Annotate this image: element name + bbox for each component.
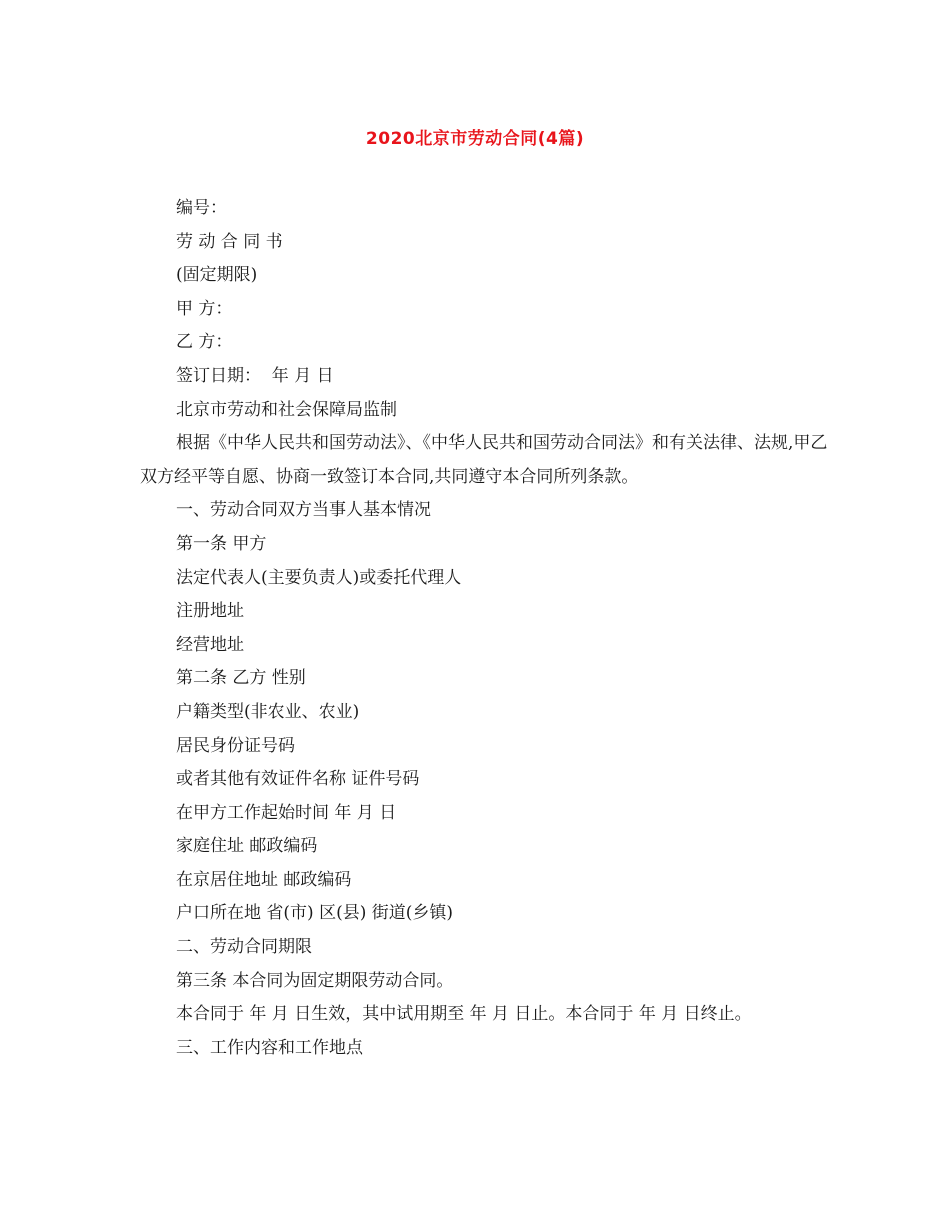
paragraph: 注册地址 <box>176 601 244 622</box>
paragraph: 居民身份证号码 <box>176 735 295 756</box>
paragraph: 乙 方： <box>176 332 233 353</box>
paragraph: 编号： <box>176 198 227 218</box>
paragraph: 本合同于 年 月 日生效，其中试用期至 年 月 日止。本合同于 年 月 日终止。 <box>176 1004 752 1025</box>
paragraph: 北京市劳动和社会保障局监制 <box>176 399 397 420</box>
paragraph: 在京居住地址 邮政编码 <box>176 869 352 890</box>
paragraph: 或者其他有效证件名称 证件号码 <box>176 769 420 790</box>
paragraph: 第三条 本合同为固定期限劳动合同。 <box>176 970 454 991</box>
paragraph: 签订日期： 年 月 日 <box>176 365 334 386</box>
paragraph: 户口所在地 省(市) 区(县) 街道(乡镇) <box>176 903 454 924</box>
paragraph: 甲 方： <box>176 298 233 319</box>
paragraph: 家庭住址 邮政编码 <box>176 836 318 857</box>
section-heading: 三、工作内容和工作地点 <box>176 1037 363 1058</box>
paragraph: (固定期限) <box>176 265 258 286</box>
paragraph: 根据《中华人民共和国劳动法》、《中华人民共和国劳动合同法》和有关法律、法规,甲乙双方经平等自愿、协商一致签订本合同,共同遵守本合同所列条款。 <box>140 433 828 487</box>
paragraph: 法定代表人(主要负责人)或委托代理人 <box>176 567 462 588</box>
document-body <box>140 192 840 1065</box>
paragraph: 户籍类型(非农业、农业) <box>176 701 360 722</box>
document-title: 2020北京市劳动合同(4篇) <box>365 129 585 149</box>
paragraph: 经营地址 <box>176 634 244 655</box>
section-heading: 一、劳动合同双方当事人基本情况 <box>176 500 431 521</box>
paragraph: 劳 动 合 同 书 <box>176 231 283 252</box>
paragraph: 第一条 甲方 <box>176 533 267 554</box>
paragraph: 第二条 乙方 性别 <box>176 668 306 689</box>
section-heading: 二、劳动合同期限 <box>176 937 312 958</box>
paragraph: 在甲方工作起始时间 年 月 日 <box>176 802 397 823</box>
